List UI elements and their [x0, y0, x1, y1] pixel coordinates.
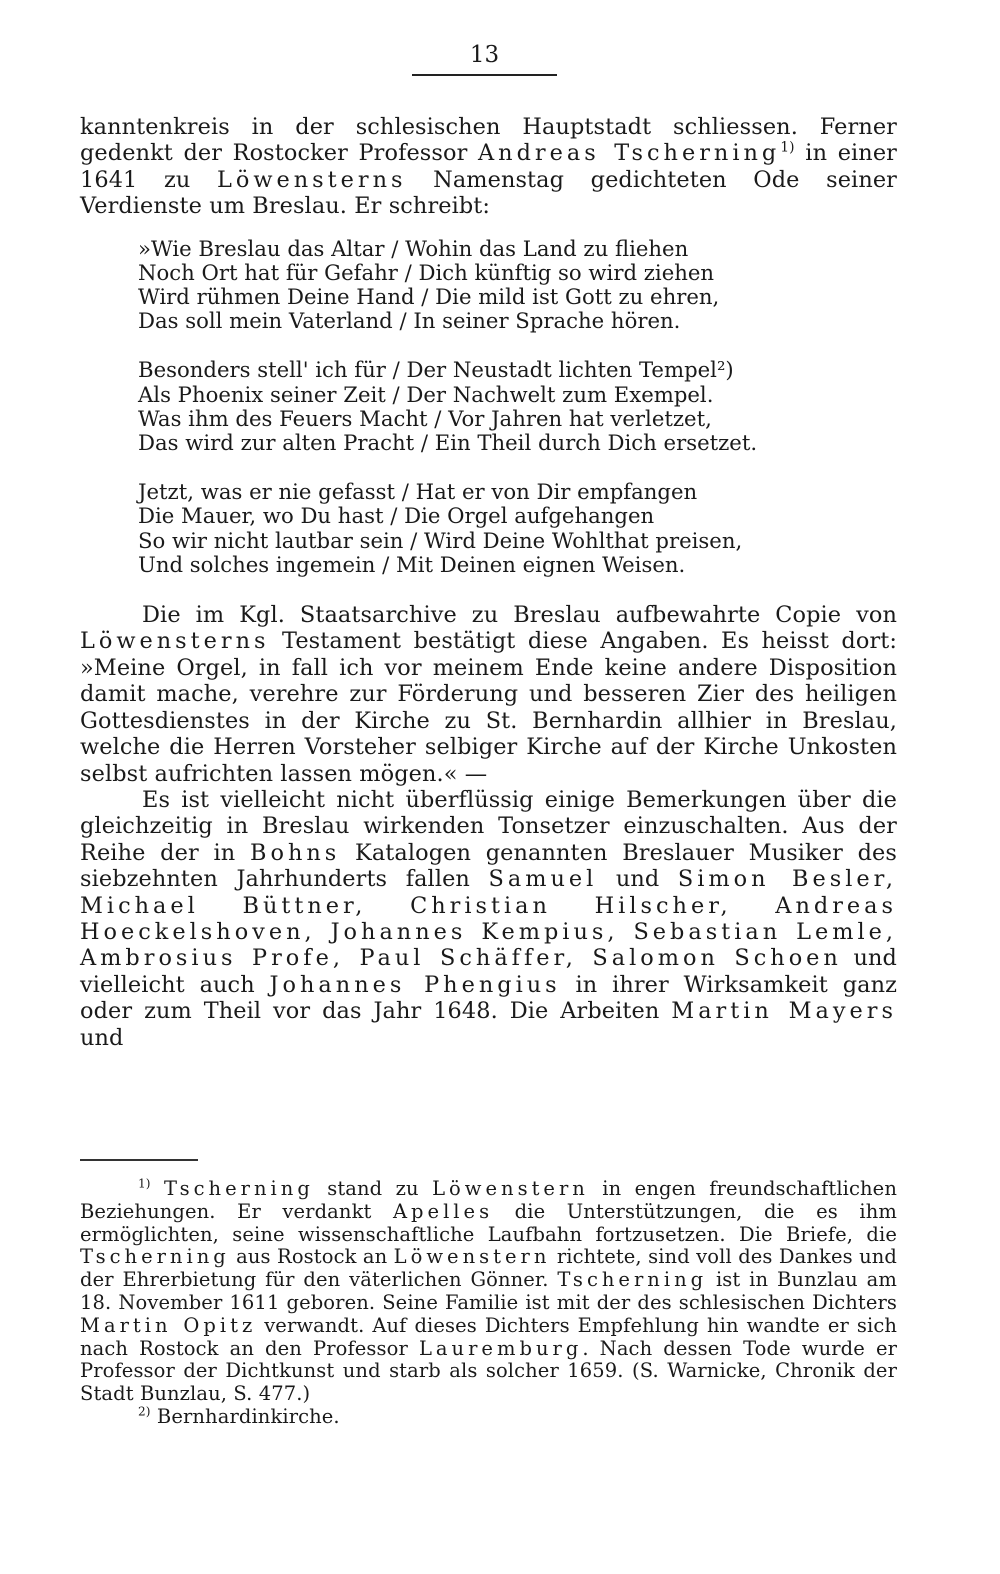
spaced-name: Löwensterns: [80, 628, 270, 655]
spaced-name: Lauremburg: [418, 1336, 583, 1360]
verse-line: Das wird zur alten Pracht / Ein Theil durch Dich ersetzet.: [138, 430, 758, 456]
main-text: [80, 114, 897, 1051]
text-run: in engen freundschaftlichen Beziehungen. Er verdankt: [80, 1177, 897, 1223]
spaced-name: Tscherning: [80, 1245, 230, 1269]
text-run: in ihrer Wirksamkeit ganz oder zum Theil vor das Jahr 1648. Die Arbeiten: [80, 971, 897, 1025]
text-run: kanntenkreis in der schlesischen Hauptstadt schliessen. Ferner gedenkt der Rostocker Professor: [80, 114, 897, 167]
verse-stanza: [138, 480, 897, 577]
footnote-marker: 2): [138, 1404, 151, 1419]
verse-block: [138, 237, 897, 577]
spaced-name: Samuel: [488, 866, 598, 893]
paragraph-2: [80, 602, 897, 787]
text-run: stand zu: [313, 1177, 433, 1200]
text-run: verwandt. Auf dieses Dichters Empfehlung hin wandte er sich nach Rostock an den Professor: [80, 1313, 898, 1360]
verse-line: Jetzt, was er nie gefasst / Hat er von Dir empfangen: [138, 479, 698, 505]
verse-stanza: [138, 237, 897, 334]
text-run: Es ist vielleicht nicht überflüssig einige Bemerkungen über die gleichzeitig in Breslau wirkenden Tonsetzer einzuschalten. Aus der Reihe der in: [80, 786, 897, 866]
spaced-name: Andreas Tscherning: [477, 140, 781, 167]
footnote-marker: 1): [138, 1176, 151, 1191]
verse-line: »Wie Breslau das Altar / Wohin das Land zu fliehen: [138, 235, 689, 261]
text-run: Katalogen genannten Breslauer Musiker des siebzehnten Jahrhunderts fallen: [80, 839, 897, 893]
verse-line: Als Phoenix seiner Zeit / Der Nachwelt zum Exempel.: [138, 381, 714, 407]
spaced-name: Johannes Phengius: [269, 971, 561, 998]
text-run: . Nach dessen Tode wurde er Professor der Dichtkunst und starb als solcher 1659. (S. Warnicke, Chronik der Stadt Bunzlau, S. 477.): [80, 1336, 897, 1406]
page-number: 13: [469, 42, 500, 68]
text-run: aus Rostock an: [229, 1245, 394, 1269]
verse-line: Wird rühmen Deine Hand / Die mild ist Gott zu ehren,: [138, 284, 720, 310]
footnote-rule: [80, 1159, 198, 1161]
verse-line: Besonders stell' ich für / Der Neustadt lichten Tempel²): [138, 357, 734, 383]
verse-line: Die Mauer, wo Du hast / Die Orgel aufgehangen: [138, 503, 655, 529]
spaced-name: Martin Opitz: [80, 1313, 257, 1337]
footnote-marker: 1): [780, 139, 795, 156]
spaced-name: Löwensterns: [216, 166, 407, 193]
verse-line: Noch Ort hat für Gefahr / Dich künftig so wird ziehen: [138, 259, 715, 285]
text-run: die Unterstützungen, die es ihm ermöglichten, seine wissenschaftliche Laufbahn fortzusetzen. Die Briefe, die: [80, 1199, 897, 1246]
header-rule: [412, 74, 557, 76]
text-run: Die im Kgl. Staatsarchive zu Breslau aufbewahrte Copie von: [142, 602, 897, 629]
verse-line: Das soll mein Vaterland / In seiner Sprache hören.: [138, 308, 681, 334]
text-run: und vielleicht auch: [80, 945, 897, 998]
text-run: und: [80, 1024, 124, 1051]
footnote-1: [80, 1178, 897, 1406]
text-run: Bernhardinkirche.: [150, 1404, 340, 1428]
spaced-name: Löwenstern: [432, 1177, 589, 1200]
spaced-name: Löwenstern: [393, 1245, 551, 1269]
paragraph-3: [80, 787, 897, 1051]
page-number-block: [412, 40, 557, 76]
paragraph-1: [80, 114, 897, 220]
spaced-name: Simon Besler, Michael Büttner, Christian Hilscher, Andreas Hoeckelshoven, Johannes Kempius, Sebastian Lemle, Ambrosius Profe, Paul Schäffer, Salomon Schoen: [80, 866, 897, 972]
footnote-2: [80, 1406, 897, 1429]
text-run: ist in Bunzlau am 18. November 1611 geboren. Seine Familie ist mit der des schlesischen Dichters: [80, 1268, 897, 1314]
text-run: [151, 1177, 164, 1200]
verse-stanza: [138, 358, 897, 455]
spaced-name: Bohns: [250, 839, 341, 866]
spaced-name: Tscherning: [557, 1268, 708, 1292]
text-run: in einer 1641 zu: [80, 140, 897, 193]
text-run: und: [597, 866, 678, 893]
text-run: richtete, sind voll des Dankes und der Ehrerbietung für den väterlichen Gönner.: [80, 1245, 897, 1292]
verse-line: So wir nicht lautbar sein / Wird Deine Wohlthat preisen,: [138, 527, 743, 553]
spaced-name: Tscherning: [164, 1177, 314, 1200]
verse-line: Was ihm des Feuers Macht / Vor Jahren hat verletzet,: [138, 405, 712, 431]
text-run: Testament bestätigt diese Angaben. Es heisst dort: »Meine Orgel, in fall ich vor meinem Ende keine andere Disposition damit mache, verehre zur Förderung und besseren Zier des heiligen Gottesdienstes in der Kirche zu St. Bernhardin allhier in Breslau, welche die Herren Vorsteher selbiger Kirche auf der Kirche Unkosten selbst aufrichten lassen mögen.« —: [80, 628, 897, 787]
footnotes: [80, 1178, 897, 1429]
spaced-name: Martin Mayers: [671, 998, 897, 1025]
text-run: Namenstag gedichteten Ode seiner Verdienste um Breslau. Er schreibt:: [80, 166, 897, 220]
verse-line: Und solches ingemein / Mit Deinen eignen Weisen.: [138, 551, 686, 577]
spaced-name: Apelles: [392, 1199, 494, 1223]
